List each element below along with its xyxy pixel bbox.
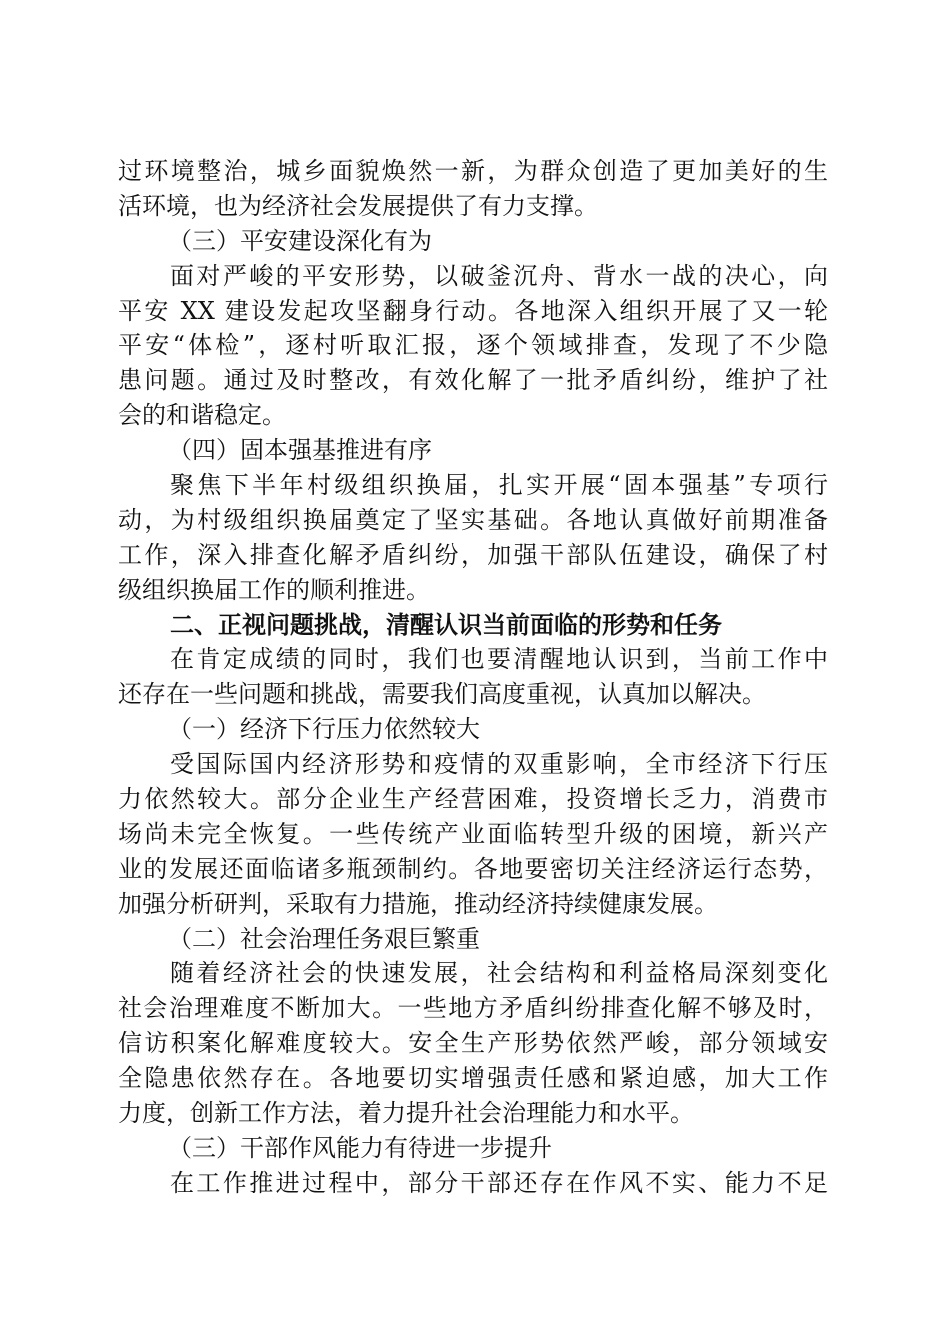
paragraph-line: 在肯定成绩的同时，我们也要清醒地认识到，当前工作中 — [170, 645, 828, 674]
paragraph-line: 聚焦下半年村级组织换届，扎实开展“固本强基”专项行 — [170, 471, 828, 500]
paragraph-line: 级组织换届工作的顺利推进。 — [118, 575, 430, 604]
paragraph-line: 受国际国内经济形势和疫情的双重影响，全市经济下行压 — [170, 750, 828, 779]
paragraph-line: 社会治理难度不断加大。一些地方矛盾纠纷排查化解不够及时， — [118, 994, 828, 1023]
paragraph-line: 还存在一些问题和挑战，需要我们高度重视，认真加以解决。 — [118, 680, 766, 709]
paragraph-line: 平安“体检”，逐村听取汇报，逐个领域排查，发现了不少隐 — [118, 331, 828, 360]
paragraph-line: 工作，深入排查化解矛盾纠纷，加强干部队伍建设，确保了村 — [118, 540, 828, 569]
paragraph-line: 加强分析研判，采取有力措施，推动经济持续健康发展。 — [118, 889, 718, 918]
paragraph-line: 动，为村级组织换届奠定了坚实基础。各地认真做好前期准备 — [118, 505, 828, 534]
paragraph-line: 患问题。通过及时整改，有效化解了一批矛盾纠纷，维护了社 — [118, 366, 828, 395]
paragraph-line: 随着经济社会的快速发展，社会结构和利益格局深刻变化 — [170, 959, 828, 988]
paragraph-line: 业的发展还面临诸多瓶颈制约。各地要密切关注经济运行态势， — [118, 854, 828, 883]
document-body — [118, 154, 828, 1201]
paragraph-line: 面对严峻的平安形势，以破釜沉舟、背水一战的决心，向 — [170, 261, 828, 290]
paragraph-line: 全隐患依然存在。各地要切实增强责任感和紧迫感，加大工作 — [118, 1064, 828, 1093]
section-heading: 二、正视问题挑战，清醒认识当前面临的形势和任务 — [170, 609, 722, 639]
subsection-heading: （一）经济下行压力依然较大 — [168, 715, 480, 744]
subsection-heading: （二）社会治理任务艰巨繁重 — [168, 924, 480, 953]
subsection-heading: （四）固本强基推进有序 — [168, 436, 432, 465]
paragraph-line: 活环境，也为经济社会发展提供了有力支撑。 — [118, 191, 598, 220]
paragraph-line: 场尚未完全恢复。一些传统产业面临转型升级的困境，新兴产 — [118, 819, 828, 848]
paragraph-line: 平安 XX 建设发起攻坚翻身行动。各地深入组织开展了又一轮 — [118, 296, 828, 325]
paragraph-line: 力依然较大。部分企业生产经营困难，投资增长乏力，消费市 — [118, 785, 828, 814]
paragraph-line: 会的和谐稳定。 — [118, 401, 286, 430]
paragraph-line: 过环境整治，城乡面貌焕然一新，为群众创造了更加美好的生 — [118, 157, 828, 185]
paragraph-line: 力度，创新工作方法，着力提升社会治理能力和水平。 — [118, 1099, 694, 1128]
subsection-heading: （三）平安建设深化有为 — [168, 226, 432, 255]
paragraph-line: 在工作推进过程中，部分干部还存在作风不实、能力不足 — [170, 1168, 828, 1197]
paragraph-line: 信访积案化解难度较大。安全生产形势依然严峻，部分领域安 — [118, 1029, 828, 1058]
subsection-heading: （三）干部作风能力有待进一步提升 — [168, 1133, 552, 1162]
